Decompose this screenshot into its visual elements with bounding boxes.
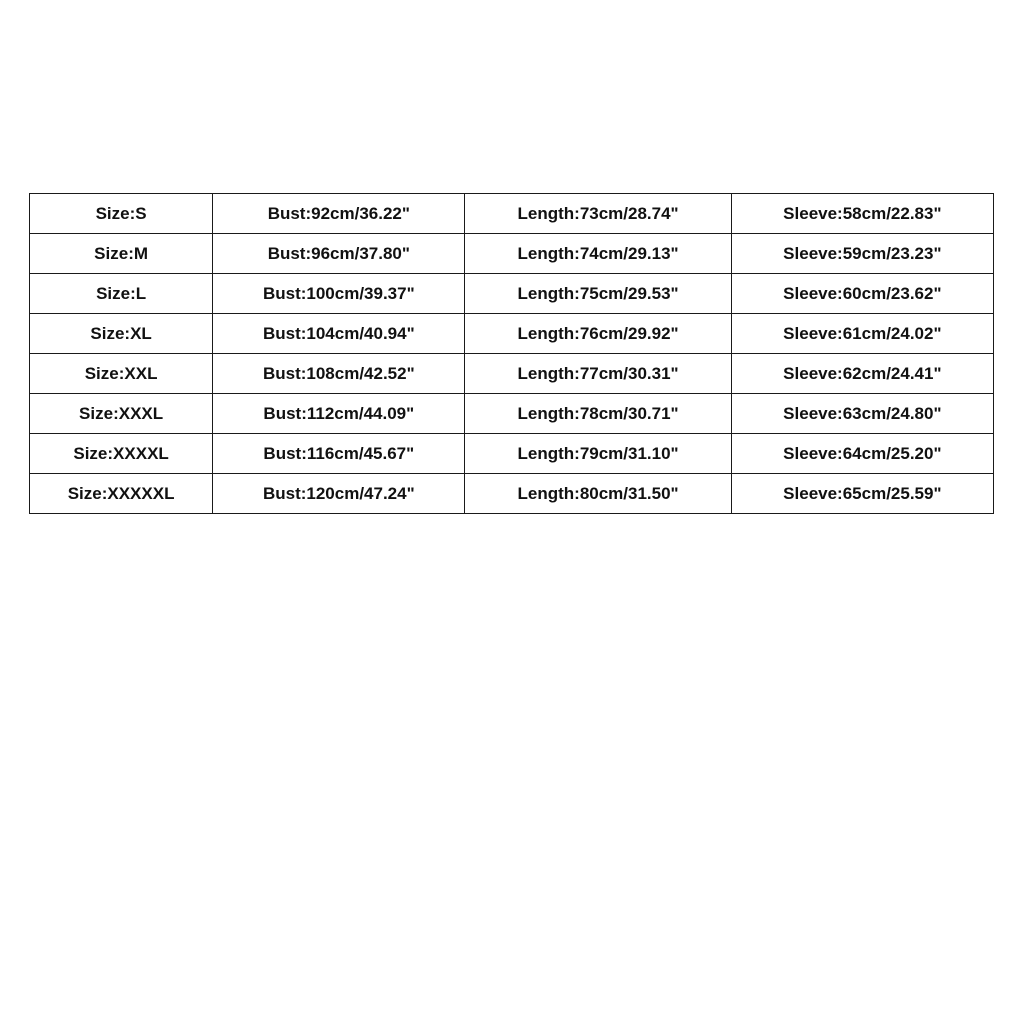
bust-cell: Bust:96cm/37.80" (213, 234, 465, 274)
length-cell: Length:78cm/30.71" (465, 394, 731, 434)
sleeve-cell: Sleeve:61cm/24.02" (731, 314, 993, 354)
size-cell: Size:XXXL (30, 394, 213, 434)
size-chart-table (29, 193, 994, 514)
sleeve-cell: Sleeve:63cm/24.80" (731, 394, 993, 434)
length-cell: Length:74cm/29.13" (465, 234, 731, 274)
size-cell: Size:XXXXXL (30, 474, 213, 514)
bust-cell: Bust:108cm/42.52" (213, 354, 465, 394)
size-cell: Size:L (30, 274, 213, 314)
table-row (30, 314, 994, 354)
length-cell: Length:76cm/29.92" (465, 314, 731, 354)
table-row (30, 474, 994, 514)
sleeve-cell: Sleeve:60cm/23.62" (731, 274, 993, 314)
size-cell: Size:S (30, 194, 213, 234)
table-row (30, 394, 994, 434)
bust-cell: Bust:116cm/45.67" (213, 434, 465, 474)
length-cell: Length:79cm/31.10" (465, 434, 731, 474)
size-cell: Size:M (30, 234, 213, 274)
bust-cell: Bust:104cm/40.94" (213, 314, 465, 354)
table-row (30, 434, 994, 474)
sleeve-cell: Sleeve:59cm/23.23" (731, 234, 993, 274)
bust-cell: Bust:112cm/44.09" (213, 394, 465, 434)
length-cell: Length:73cm/28.74" (465, 194, 731, 234)
length-cell: Length:75cm/29.53" (465, 274, 731, 314)
table-row (30, 234, 994, 274)
sleeve-cell: Sleeve:62cm/24.41" (731, 354, 993, 394)
table-row (30, 194, 994, 234)
bust-cell: Bust:120cm/47.24" (213, 474, 465, 514)
size-cell: Size:XXXXL (30, 434, 213, 474)
size-cell: Size:XXL (30, 354, 213, 394)
length-cell: Length:80cm/31.50" (465, 474, 731, 514)
table-row (30, 274, 994, 314)
sleeve-cell: Sleeve:65cm/25.59" (731, 474, 993, 514)
sleeve-cell: Sleeve:58cm/22.83" (731, 194, 993, 234)
sleeve-cell: Sleeve:64cm/25.20" (731, 434, 993, 474)
bust-cell: Bust:100cm/39.37" (213, 274, 465, 314)
table-row (30, 354, 994, 394)
length-cell: Length:77cm/30.31" (465, 354, 731, 394)
size-cell: Size:XL (30, 314, 213, 354)
bust-cell: Bust:92cm/36.22" (213, 194, 465, 234)
